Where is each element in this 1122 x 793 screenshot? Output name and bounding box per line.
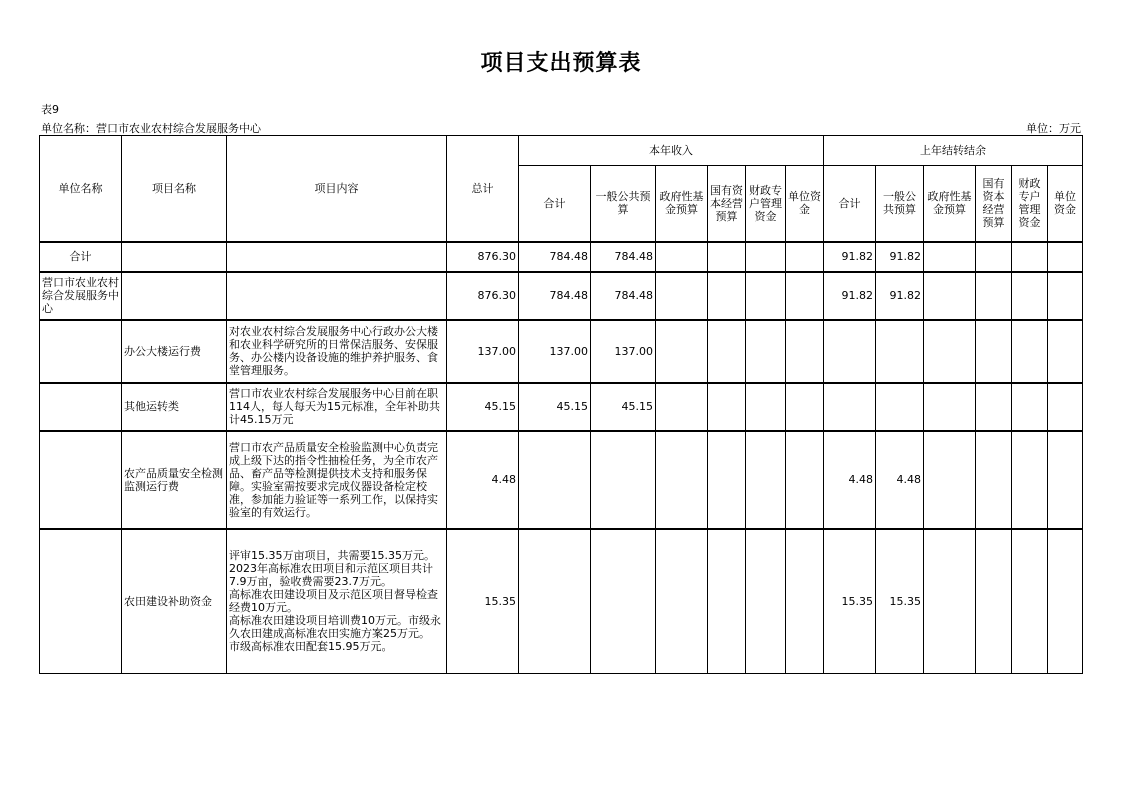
- cell-content: [227, 242, 447, 272]
- cell-income-state-capital: [708, 272, 746, 320]
- cell-cy-state-capital: [976, 320, 1012, 383]
- cell-total: 876.30: [447, 242, 519, 272]
- cell-income-general: [591, 431, 656, 529]
- cell-cy-gov-fund: [924, 431, 976, 529]
- table-row: [40, 320, 1083, 383]
- cell-cy-unit-fund: [1048, 320, 1083, 383]
- table-row: [40, 431, 1083, 529]
- cell-income-subtotal: 784.48: [519, 272, 591, 320]
- cell-income-general: 784.48: [591, 242, 656, 272]
- cell-income-gov-fund: [656, 242, 708, 272]
- cell-unit: 营口市农业农村综合发展服务中心: [40, 272, 122, 320]
- unit-name-line: 单位名称：营口市农业农村综合发展服务中心: [41, 122, 261, 135]
- cell-cy-fiscal-special: [1012, 242, 1048, 272]
- cell-cy-general: 4.48: [876, 431, 924, 529]
- cell-content: 营口市农业农村综合发展服务中心目前在职114人，每人每天为15元标准，全年补助共计45.15万元: [227, 383, 447, 431]
- table-number: 表9: [41, 103, 59, 116]
- cell-cy-subtotal: 4.48: [824, 431, 876, 529]
- cell-cy-subtotal: 15.35: [824, 529, 876, 674]
- cell-unit: 合计: [40, 242, 122, 272]
- cell-cy-fiscal-special: [1012, 431, 1048, 529]
- cell-cy-general: 15.35: [876, 529, 924, 674]
- cell-cy-subtotal: [824, 383, 876, 431]
- currency-unit: 单位：万元: [1026, 122, 1081, 135]
- cell-income-subtotal: [519, 529, 591, 674]
- cell-cy-subtotal: [824, 320, 876, 383]
- cell-income-unit-fund: [786, 529, 824, 674]
- table-row: [40, 529, 1083, 674]
- cell-cy-unit-fund: [1048, 529, 1083, 674]
- cell-income-gov-fund: [656, 383, 708, 431]
- header-cy-fiscal-special: 财政专户管理资金: [1012, 166, 1048, 242]
- header-income-general: 一般公共预算: [591, 166, 656, 242]
- header-project-content: 项目内容: [227, 136, 447, 242]
- cell-income-subtotal: [519, 431, 591, 529]
- cell-income-unit-fund: [786, 272, 824, 320]
- cell-income-fiscal-special: [746, 242, 786, 272]
- cell-cy-subtotal: 91.82: [824, 272, 876, 320]
- cell-cy-state-capital: [976, 431, 1012, 529]
- cell-project: 农田建设补助资金: [122, 529, 227, 674]
- page-title: 项目支出预算表: [480, 51, 642, 76]
- cell-income-fiscal-special: [746, 431, 786, 529]
- cell-income-state-capital: [708, 431, 746, 529]
- cell-cy-state-capital: [976, 242, 1012, 272]
- table-row: [40, 242, 1083, 272]
- cell-cy-gov-fund: [924, 272, 976, 320]
- cell-total: 4.48: [447, 431, 519, 529]
- cell-income-subtotal: 137.00: [519, 320, 591, 383]
- cell-cy-general: [876, 383, 924, 431]
- cell-unit: [40, 431, 122, 529]
- cell-income-fiscal-special: [746, 320, 786, 383]
- cell-income-state-capital: [708, 383, 746, 431]
- cell-unit: [40, 529, 122, 674]
- table-row: [40, 272, 1083, 320]
- header-carryover: 上年结转结余: [824, 136, 1083, 166]
- cell-income-unit-fund: [786, 431, 824, 529]
- cell-income-unit-fund: [786, 383, 824, 431]
- header-row-1: [40, 136, 1083, 166]
- cell-project: [122, 242, 227, 272]
- header-income-state-capital: 国有资本经营预算: [708, 166, 746, 242]
- cell-project: [122, 272, 227, 320]
- cell-cy-general: 91.82: [876, 242, 924, 272]
- cell-total: 876.30: [447, 272, 519, 320]
- header-cy-general: 一般公共预算: [876, 166, 924, 242]
- cell-income-fiscal-special: [746, 383, 786, 431]
- header-cy-subtotal: 合计: [824, 166, 876, 242]
- header-current-income: 本年收入: [519, 136, 824, 166]
- cell-income-fiscal-special: [746, 272, 786, 320]
- header-income-unit-fund: 单位资金: [786, 166, 824, 242]
- header-income-gov-fund: 政府性基金预算: [656, 166, 708, 242]
- cell-cy-fiscal-special: [1012, 383, 1048, 431]
- cell-cy-unit-fund: [1048, 431, 1083, 529]
- header-income-fiscal-special: 财政专户管理资金: [746, 166, 786, 242]
- cell-income-general: 137.00: [591, 320, 656, 383]
- cell-project: 其他运转类: [122, 383, 227, 431]
- cell-cy-fiscal-special: [1012, 320, 1048, 383]
- cell-total: 15.35: [447, 529, 519, 674]
- cell-total: 45.15: [447, 383, 519, 431]
- cell-cy-unit-fund: [1048, 242, 1083, 272]
- header-cy-gov-fund: 政府性基金预算: [924, 166, 976, 242]
- cell-content: 营口市农产品质量安全检验监测中心负责完成上级下达的指令性抽检任务，为全市农产品、畜产品等检测提供技术支持和服务保障。实验室需按要求完成仪器设备检定校准，参加能力验证等一系列工作，以保持实验室的有效运行。: [227, 431, 447, 529]
- cell-income-gov-fund: [656, 431, 708, 529]
- cell-income-gov-fund: [656, 529, 708, 674]
- cell-cy-state-capital: [976, 272, 1012, 320]
- cell-cy-unit-fund: [1048, 272, 1083, 320]
- header-unit-name: 单位名称: [40, 136, 122, 242]
- cell-total: 137.00: [447, 320, 519, 383]
- cell-content: 对农业农村综合发展服务中心行政办公大楼和农业科学研究所的日常保洁服务、安保服务、办公楼内设备设施的维护养护服务、食堂管理服务。: [227, 320, 447, 383]
- cell-income-unit-fund: [786, 320, 824, 383]
- cell-income-general: 45.15: [591, 383, 656, 431]
- cell-cy-unit-fund: [1048, 383, 1083, 431]
- cell-income-general: [591, 529, 656, 674]
- budget-table: [39, 135, 1083, 674]
- cell-income-state-capital: [708, 529, 746, 674]
- header-project-name: 项目名称: [122, 136, 227, 242]
- cell-income-gov-fund: [656, 320, 708, 383]
- cell-cy-general: 91.82: [876, 272, 924, 320]
- cell-cy-gov-fund: [924, 242, 976, 272]
- table-row: [40, 383, 1083, 431]
- cell-cy-fiscal-special: [1012, 529, 1048, 674]
- header-cy-state-capital: 国有资本经营预算: [976, 166, 1012, 242]
- cell-income-gov-fund: [656, 272, 708, 320]
- cell-income-state-capital: [708, 320, 746, 383]
- header-total: 总计: [447, 136, 519, 242]
- cell-cy-fiscal-special: [1012, 272, 1048, 320]
- cell-income-fiscal-special: [746, 529, 786, 674]
- cell-income-subtotal: 784.48: [519, 242, 591, 272]
- cell-cy-state-capital: [976, 529, 1012, 674]
- cell-cy-gov-fund: [924, 383, 976, 431]
- cell-income-state-capital: [708, 242, 746, 272]
- cell-income-unit-fund: [786, 242, 824, 272]
- cell-cy-state-capital: [976, 383, 1012, 431]
- header-cy-unit-fund: 单位资金: [1048, 166, 1083, 242]
- cell-unit: [40, 383, 122, 431]
- cell-content: 评审15.35万亩项目，共需要15.35万元。 2023年高标准农田项目和示范区项目共计7.9万亩，验收费需要23.7万元。 高标准农田建设项目及示范区项目督导检查经费10万元。 高标准农田建设项目培训费10万元。市级永久农田建成高标准农田实施方案25万元。 市级高标准农田配套15.95万元。: [227, 529, 447, 674]
- cell-cy-gov-fund: [924, 529, 976, 674]
- cell-cy-general: [876, 320, 924, 383]
- cell-income-subtotal: 45.15: [519, 383, 591, 431]
- cell-content: [227, 272, 447, 320]
- cell-cy-subtotal: 91.82: [824, 242, 876, 272]
- cell-project: 办公大楼运行费: [122, 320, 227, 383]
- cell-project: 农产品质量安全检测监测运行费: [122, 431, 227, 529]
- cell-income-general: 784.48: [591, 272, 656, 320]
- cell-unit: [40, 320, 122, 383]
- header-income-subtotal: 合计: [519, 166, 591, 242]
- cell-cy-gov-fund: [924, 320, 976, 383]
